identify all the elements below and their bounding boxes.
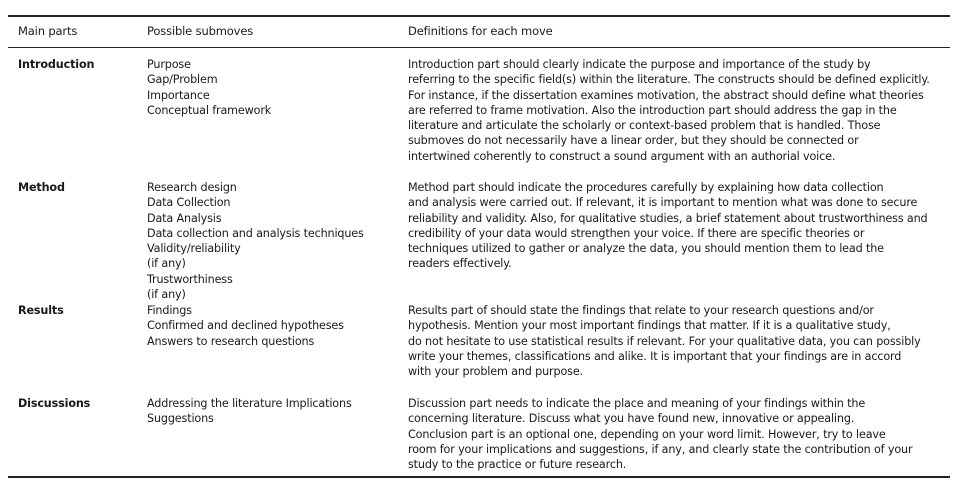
submove: Importance [147,88,210,102]
header-rule [8,47,950,48]
submove: Gap/Problem [147,73,218,87]
row-method-definition [408,180,928,272]
definition-line: and analysis were carried out. If relevant, it is important to mention what was done to secure [408,196,918,210]
definition-line: readers effectively. [408,257,512,271]
submove: Conceptual framework [147,103,272,117]
definition-line: Conclusion part is an optional one, depending on your word limit. However, try to leave [408,427,886,441]
submove: Purpose [147,58,191,71]
definition-line: study to the practice or future research. [408,458,627,472]
row-results-part: Results [18,304,64,317]
definition-line: submoves do not necessarily have a linear order, but they should be connected or [408,134,859,148]
definition-line: are referred to frame motivation. Also the introduction part should address the gap in the [408,103,897,117]
row-introduction-part: Introduction [18,58,95,71]
header-possible-submoves: Possible submoves [147,24,254,38]
table-top-rule [8,15,950,17]
definition-line: credibility of your data would strengthen your voice. If there are specific theories or [408,226,865,240]
submove: Answers to research questions [147,334,315,348]
definition-line: reliability and validity. Also, for qualitative studies, a brief statement about trustworthiness and [408,211,928,225]
definition-line: referring to the specific field(s) within the literature. The constructs should be defined explicitly. [408,73,930,87]
row-method-submoves [147,180,364,302]
row-results-submoves [147,303,344,349]
submove: Suggestions [147,412,214,426]
row-discussions-submoves [147,396,352,427]
submove: (if any) [147,288,186,302]
definition-line: concerning literature. Discuss what you have found new, innovative or appealing. [408,412,855,426]
definition-line: intertwined coherently to construct a sound argument with an authorial voice. [408,149,836,163]
header-definitions: Definitions for each move [408,24,553,38]
submove: Findings [147,304,192,317]
definition-line: literature and articulate the scholarly or context-based problem that is handled. Those [408,119,881,133]
submove: Addressing the literature Implications [147,397,352,410]
table-bottom-rule [8,476,950,478]
definition-line: Method part should indicate the procedures carefully by explaining how data collection [408,181,884,194]
submove: Trustworthiness [147,272,233,286]
definition-line: hypothesis. Mention your most important findings that matter. If it is a qualitative study, [408,319,891,333]
row-method-part: Method [18,181,65,194]
submove: Data Analysis [147,211,222,225]
submove: Validity/reliability [147,242,241,256]
header-main-parts: Main parts [18,24,78,38]
submove: Data collection and analysis techniques [147,226,364,240]
submove: Research design [147,181,237,194]
definition-line: with your problem and purpose. [408,365,583,379]
submove: Data Collection [147,196,231,210]
definition-line: Introduction part should clearly indicate the purpose and importance of the study by [408,58,871,71]
definition-line: For instance, if the dissertation examines motivation, the abstract should define what theories [408,88,924,102]
row-introduction-definition [408,57,930,164]
row-results-definition [408,303,921,379]
row-introduction-submoves [147,57,271,118]
definition-line: write your themes, classifications and alike. It is important that your findings are in accord [408,349,902,363]
row-discussions-definition [408,396,912,472]
definition-line: do not hesitate to use statistical results if relevant. For your qualitative data, you can possibly [408,334,921,348]
definition-line: Discussion part needs to indicate the place and meaning of your findings within the [408,397,866,410]
row-discussions-part: Discussions [18,397,91,410]
submove: (if any) [147,257,186,271]
definition-line: Results part of should state the findings that relate to your research questions and/or [408,304,874,317]
definition-line: techniques utilized to gather or analyze the data, you should mention them to lead the [408,242,884,256]
submove: Confirmed and declined hypotheses [147,319,344,333]
definition-line: room for your implications and suggestions, if any, and clearly state the contribution of your [408,442,913,456]
